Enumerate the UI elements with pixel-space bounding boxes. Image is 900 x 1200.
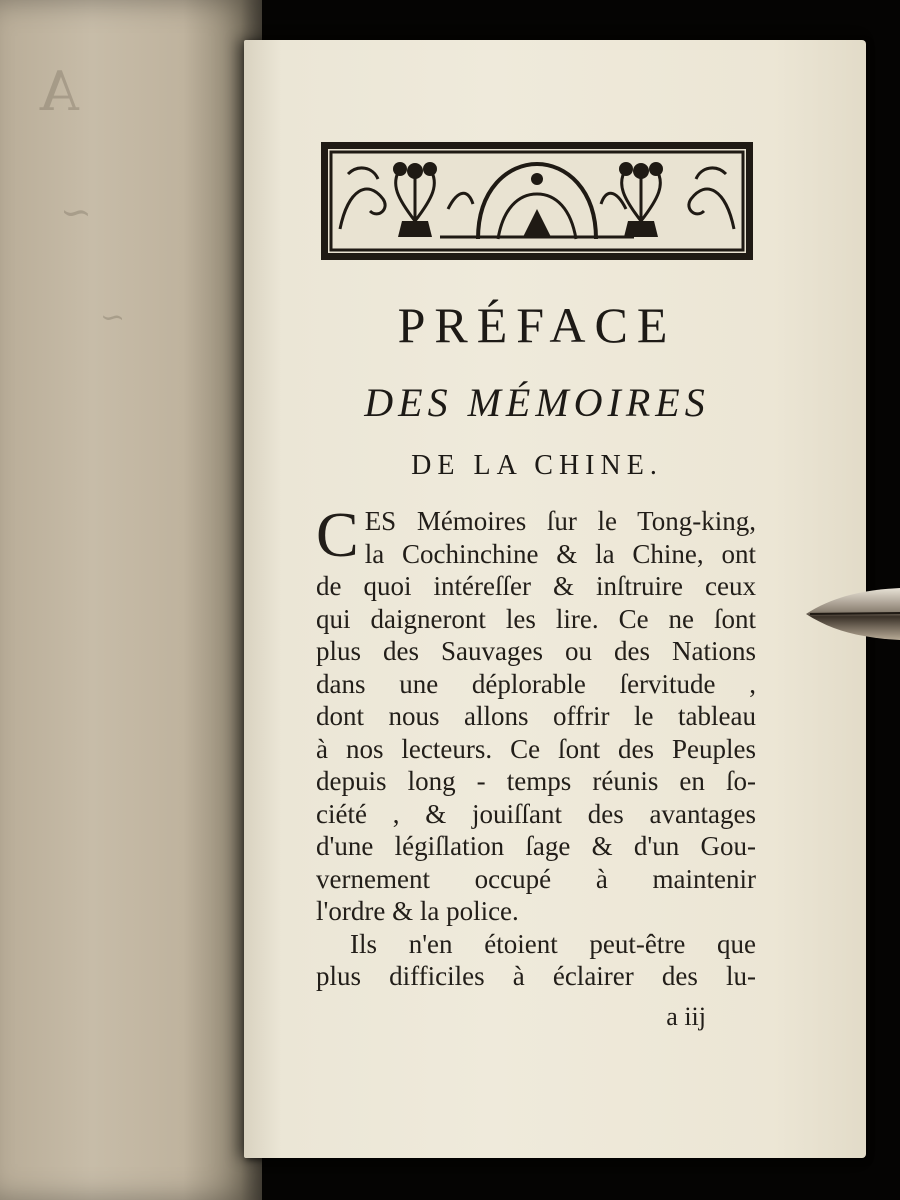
bleed-through-mark: A — [40, 60, 79, 123]
text-line — [316, 765, 756, 798]
text-line — [316, 635, 756, 668]
signature-mark: a iij — [666, 1002, 706, 1031]
text-line-content: de quoi intéreſſer & inſtruire ceux — [316, 571, 756, 601]
pen-nib-icon — [804, 586, 900, 642]
text-line — [316, 928, 756, 961]
text-line-content: la Cochinchine & la Chine, ont — [364, 538, 756, 569]
text-line — [316, 570, 756, 603]
bleed-through-mark: ~ — [60, 190, 92, 234]
page-subtitle-line-3: DE LA CHINE. — [411, 450, 663, 481]
text-line-content: qui daigneront les lire. Ce ne ſont — [316, 603, 756, 634]
text-line-content: ES Mémoires ſur le Tong-king, — [364, 506, 756, 536]
bleed-through-mark: ~ — [100, 300, 126, 335]
text-line-content: ciété , & jouiſſant des avantages — [316, 798, 756, 829]
text-line-content: depuis long - temps réunis en ſo- — [316, 766, 756, 796]
text-line — [316, 798, 756, 831]
text-line — [316, 863, 756, 896]
text-line — [316, 700, 756, 733]
text-line-content: à nos lecteurs. Ce ſont des Peuples — [316, 733, 756, 764]
text-line — [316, 668, 756, 701]
text-line-content: l'ordre & la police. — [316, 896, 519, 926]
text-line-content: dont nous allons offrir le tableau — [316, 701, 756, 731]
headpiece-ornament — [321, 142, 753, 260]
page-subtitle: DES MÉMOIRES — [364, 380, 710, 425]
text-line-content: d'une légiſlation ſage & d'un Gou- — [316, 831, 756, 861]
text-line-content: plus des Sauvages ou des Nations — [316, 636, 756, 666]
text-line — [316, 960, 756, 993]
page-title: PRÉFACE — [397, 297, 677, 353]
text-line — [316, 733, 756, 766]
left-page — [0, 0, 262, 1200]
text-line — [316, 538, 756, 571]
preface-body — [316, 499, 756, 993]
text-line-content: Ils n'en étoient peut-être que — [350, 928, 756, 959]
drop-cap: C — [316, 499, 359, 570]
text-line-content: vernement occupé à maintenir — [316, 863, 756, 894]
text-line-content: dans une déplorable ſervitude , — [316, 668, 756, 699]
text-line-content: plus difficiles à éclairer des lu- — [316, 961, 756, 991]
text-line — [316, 603, 756, 636]
text-line — [316, 895, 756, 928]
floral-ornament-icon — [328, 149, 746, 253]
text-line — [316, 830, 756, 863]
